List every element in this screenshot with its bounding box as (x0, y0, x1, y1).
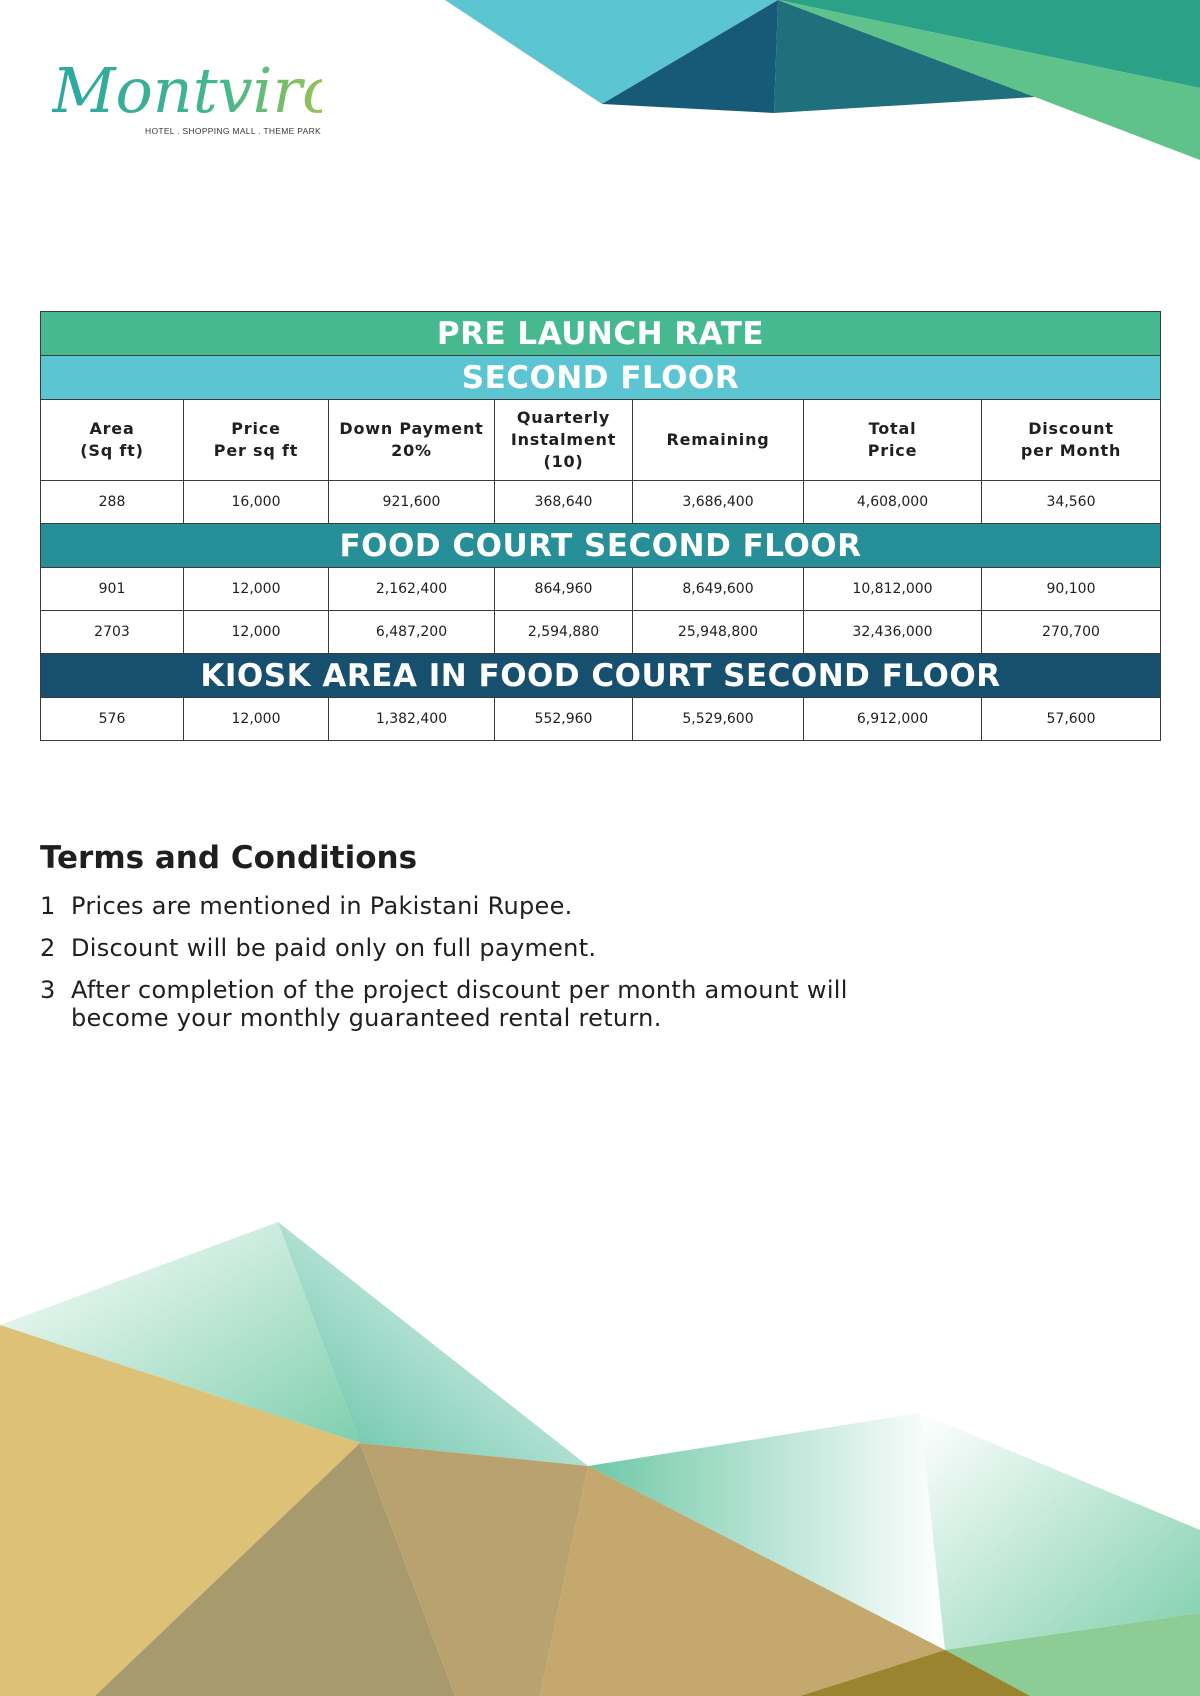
column-header: Area (Sq ft) (41, 400, 184, 481)
table-cell: 34,560 (982, 481, 1161, 524)
table-cell: 12,000 (184, 611, 329, 654)
column-header: Down Payment 20% (329, 400, 495, 481)
table-cell: 368,640 (495, 481, 633, 524)
term-item (40, 892, 940, 920)
table-cell: 12,000 (184, 568, 329, 611)
table-cell: 901 (41, 568, 184, 611)
table-row (41, 481, 1161, 524)
table-cell: 6,912,000 (804, 698, 982, 741)
logo-wordmark: Montviro (52, 54, 322, 127)
terms-title: Terms and Conditions (40, 840, 418, 876)
table-cell: 16,000 (184, 481, 329, 524)
term-number: 3 (40, 976, 56, 1004)
column-header: Discount per Month (982, 400, 1161, 481)
section-title-kiosk-area: KIOSK AREA IN FOOD COURT SECOND FLOOR (41, 654, 1161, 698)
table-cell: 921,600 (329, 481, 495, 524)
table-cell: 2703 (41, 611, 184, 654)
table-cell: 4,608,000 (804, 481, 982, 524)
term-number: 2 (40, 934, 56, 962)
column-header: Total Price (804, 400, 982, 481)
column-header: Price Per sq ft (184, 400, 329, 481)
table-cell: 12,000 (184, 698, 329, 741)
table-cell: 576 (41, 698, 184, 741)
table-cell: 6,487,200 (329, 611, 495, 654)
table-row (41, 698, 1161, 741)
section-title-second-floor: SECOND FLOOR (41, 356, 1161, 400)
rate-table (40, 311, 1161, 741)
table-title: PRE LAUNCH RATE (41, 312, 1161, 356)
term-text: After completion of the project discount per month amount will become your monthly guaranteed rental return. (71, 976, 848, 1032)
table-cell: 57,600 (982, 698, 1161, 741)
term-number: 1 (40, 892, 56, 920)
table-cell: 270,700 (982, 611, 1161, 654)
table-row (41, 611, 1161, 654)
term-item (40, 976, 940, 1032)
logo-tagline: HOTEL . SHOPPING MALL . THEME PARK (145, 126, 321, 136)
table-cell: 1,382,400 (329, 698, 495, 741)
table-cell: 5,529,600 (633, 698, 804, 741)
term-text: Prices are mentioned in Pakistani Rupee. (71, 892, 573, 920)
table-cell: 25,948,800 (633, 611, 804, 654)
table-cell: 90,100 (982, 568, 1161, 611)
column-header-row (41, 400, 1161, 481)
column-header: Remaining (633, 400, 804, 481)
table-cell: 864,960 (495, 568, 633, 611)
table-cell: 2,162,400 (329, 568, 495, 611)
section-title-food-court: FOOD COURT SECOND FLOOR (41, 524, 1161, 568)
table-cell: 10,812,000 (804, 568, 982, 611)
table-cell: 552,960 (495, 698, 633, 741)
table-cell: 288 (41, 481, 184, 524)
montviro-logo (52, 50, 322, 140)
term-item (40, 934, 940, 962)
table-cell: 3,686,400 (633, 481, 804, 524)
table-cell: 2,594,880 (495, 611, 633, 654)
table-cell: 8,649,600 (633, 568, 804, 611)
column-header: Quarterly Instalment (10) (495, 400, 633, 481)
term-text: Discount will be paid only on full payment. (71, 934, 597, 962)
terms-section (40, 840, 940, 1046)
table-cell: 32,436,000 (804, 611, 982, 654)
table-row (41, 568, 1161, 611)
